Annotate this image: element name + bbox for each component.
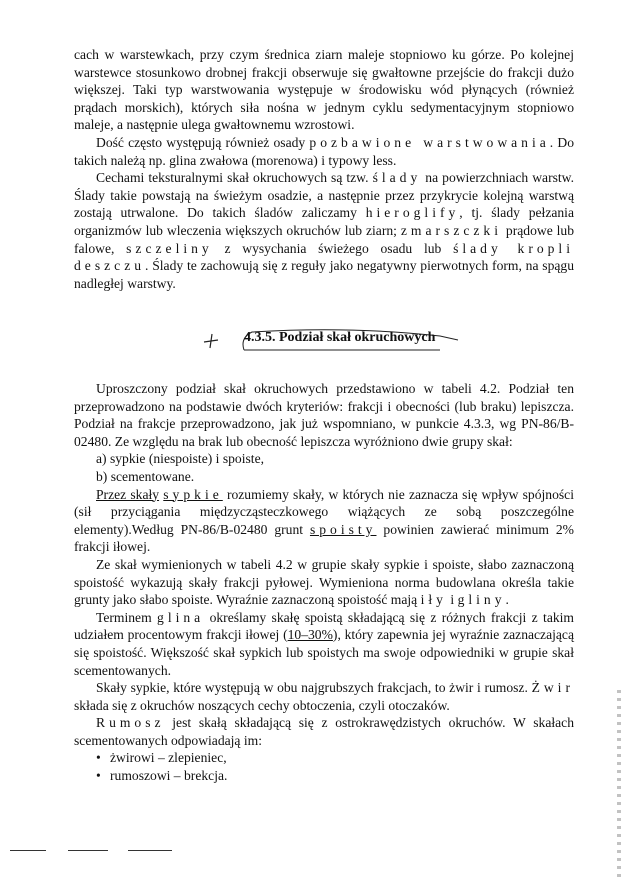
section-text-block [74,380,574,785]
paragraph-3: Cechami teksturalnymi skał okruchowych są tzw. ślady na powierzchniach warstw. Ślady takie powstają na świeżym osadzie, a następnie przez przykrycie kolejną warstwą zostają utrwalone. Do takich śladów zaliczamy hieroglify, tj. ślady pełzania organizmów lub wleczenia większych okruchów lub ziarn; zmarszczki prądowe lub falowe, szczeliny z wysychania świeżego osadu lub ślady kropli deszczu. Ślady te zachowują się z reguły jako negatywny pierwotnych form, na spągu nadległej warstwy. [74,170,575,291]
section-title: 4.3.5. Podział skał okruchowych [244,330,436,345]
spaced-term: zmarszczki [400,222,502,238]
section-paragraph-5: Skały sypkie, które występują w obu najgrubszych frakcjach, to żwir i rumosz. Żwir składa się z okruchów noszących cechy obtoczenia, czyli otoczaków. [74,680,574,713]
list-item-b: b) scementowane. [96,468,195,484]
footer-dash [128,850,172,851]
bullet-item: • rumoszowi – brekcja. [96,767,574,785]
footer-dash [10,850,46,851]
section-paragraph-2: Przez skały sypkie rozumiemy skały, w których nie zaznacza się wpływ spójności (sił przyciągania międzycząsteczkowego wiążących ze sobą poszczególne elementy).Według PN-86/B-02480 grunt spoisty powinien zawierać minimum 2% frakcji iłowej. [74,486,574,555]
top-text-block [74,46,574,292]
spaced-term: spoisty [309,521,377,537]
scan-edge-artifact [617,690,621,880]
spaced-term: gliny [457,592,506,608]
paragraph-2: Dość często występują również osady pozbawione warstwowania. Do takich należą np. glina zwałowa (morenowa) i typowy less. [74,134,574,168]
spaced-term: iły [420,592,447,608]
section-heading [200,328,480,350]
section-paragraph-6: Rumosz jest skałą składającą się z ostrokrawędzistych okruchów. W skałach scementowanych odpowiadają im: [74,715,574,748]
spaced-term: Rumosz [96,715,165,731]
section-paragraph-1: Uproszczony podział skał okruchowych przedstawiono w tabeli 4.2. Podział ten przeprowadzono na podstawie dwóch kryteriów: frakcji i obecności (lub braku) lepiszcza. Podział na frakcje przeprowadzono, jak już wspomniano, w punkcie 4.3.3, wg PN-86/B-02480. Ze względu na brak lub obecność lepiszcza wyróżniono dwie grupy skał: [74,381,574,449]
spaced-term: Żwir [531,680,574,696]
bullet-list [74,749,574,784]
percent-range: 10–30% [287,627,333,643]
spaced-term: sypkie [163,486,223,502]
spaced-term: szczeliny [126,240,213,256]
list-item-a: a) sypkie (niespoiste) i spoiste, [96,451,265,467]
spaced-term: ślady [372,170,422,186]
spaced-term: hieroglify [365,205,460,221]
footer-dash [68,850,108,851]
paragraph-1: cach w warstewkach, przy czym średnica ziarn maleje stopniowo ku górze. Po kolejnej warstewce stosunkowo drobnej frakcji obserwuje się gwałtowne przejście do frakcji dużo większej. Taki typ warstwowania występuje w środowisku wód płynących (również prądach morskich), których siła nośna w jednym cyklu sedymentacyjnym stopniowo maleje, a następnie ulega gwałtownemu wzrostowi. [74,47,574,133]
spaced-term: ślady kropli deszczu [74,240,574,274]
section-paragraph-3: Ze skał wymienionych w tabeli 4.2 w grupie skały sypkie i spoiste, słabo zaznaczoną spoistość wykazują skały frakcji pyłowej. Wymieniona norma budowlana określa takie grunty jako słabo spoiste. Wyraźnie zaznaczoną spoistość mają iły i gliny. [74,556,574,608]
spaced-term: pozbawione warstwowania [309,134,550,150]
spaced-term: glina [157,609,205,625]
section-paragraph-4: Terminem glina określamy skałę spoistą składającą się z różnych frakcji z takim udziałem procentowym frakcji iłowej (10–30%), który zapewnia jej wyraźnie zaznaczającą się spoistość. Większość skał sypkich lub spoistych ma swoje odpowiedniki w grupie skał scementowanych. [74,609,575,678]
bullet-item: • żwirowi – zlepieniec, [96,749,574,767]
